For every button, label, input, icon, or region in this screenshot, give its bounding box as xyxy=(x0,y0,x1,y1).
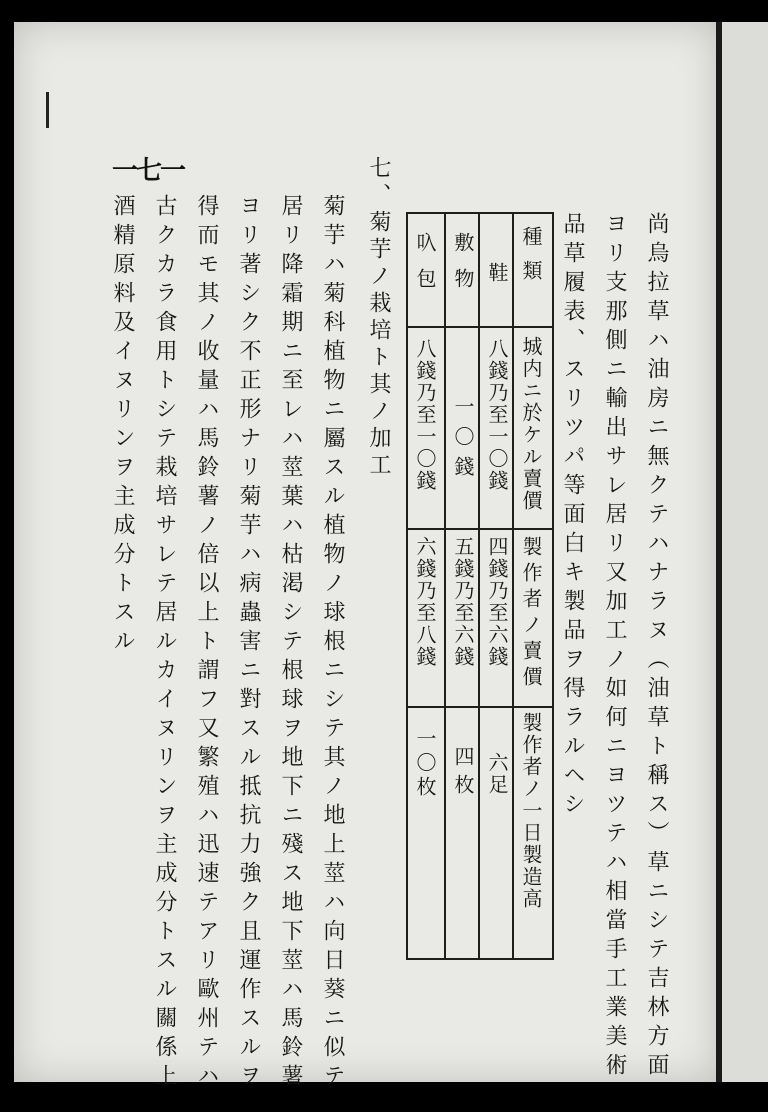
header-daily-output: 製作者ノ一日製造高 xyxy=(519,712,543,910)
section-heading: 七、菊芋ノ栽培ト其ノ加工 xyxy=(366,156,391,480)
row-3-maker-price: 六錢乃至八錢 xyxy=(413,536,437,668)
row-2-daily-output: 四枚 xyxy=(451,746,475,802)
body-column-6: 酒精原料及イヌリンヲ主成分トスル xyxy=(110,194,135,658)
row-1-kind: 鞋 xyxy=(485,262,509,284)
header-maker-price: 製作者ノ賣價 xyxy=(519,536,543,692)
body-column-1: 菊芋ハ菊科植物ニ屬スル植物ノ球根ニシテ其ノ地上莖ハ向日葵ニ似テ xyxy=(320,194,345,1093)
page-number: 一七一 xyxy=(112,156,185,186)
intro-column-1: 尚烏拉草ハ油房ニ無クテハナラヌ（油草ト稱ス）草ニシテ吉林方面 xyxy=(644,212,669,1082)
row-3-daily-output: 一〇枚 xyxy=(413,728,437,800)
row-2-kind: 敷物 xyxy=(451,232,475,304)
next-page-edge xyxy=(722,22,768,1082)
body-column-3: ヨリ著シク不正形ナリ菊芋ハ病蟲害ニ對スル抵抗力強ク且運作スルヲ xyxy=(236,194,261,1093)
row-1-local-price: 八錢乃至一〇錢 xyxy=(485,338,509,492)
row-2-local-price: 一〇錢 xyxy=(451,396,475,486)
row-1-daily-output: 六足 xyxy=(485,752,509,796)
header-local-price: 城内ニ於ケル賣價 xyxy=(519,336,543,512)
body-column-2: 居リ降霜期ニ至レハ莖葉ハ枯渇シテ根球ヲ地下ニ殘ス地下莖ハ馬鈴薯 xyxy=(278,194,303,1093)
body-column-5: 古クカラ食用トシテ栽培サレテ居ルカイヌリンヲ主成分トスル關係上 xyxy=(152,194,177,1093)
row-2-maker-price: 五錢乃至六錢 xyxy=(451,536,475,668)
body-column-4: 得而モ其ノ收量ハ馬鈴薯ノ倍以上ト謂フ又繁殖ハ迅速テアリ歐州テハ xyxy=(194,194,219,1093)
row-3-kind: 叺包 xyxy=(413,232,437,304)
header-kind: 種類 xyxy=(519,226,543,294)
intro-column-2: ヨリ支那側ニ輸出サレ居リ又加工ノ如何ニヨツテハ相當手工業美術 xyxy=(602,212,627,1082)
intro-column-3: 品草履表、スリツパ等面白キ製品ヲ得ラルヘシ xyxy=(560,212,585,821)
row-3-local-price: 八錢乃至一〇錢 xyxy=(413,338,437,492)
row-1-maker-price: 四錢乃至六錢 xyxy=(485,536,509,668)
margin-mark xyxy=(46,92,49,128)
